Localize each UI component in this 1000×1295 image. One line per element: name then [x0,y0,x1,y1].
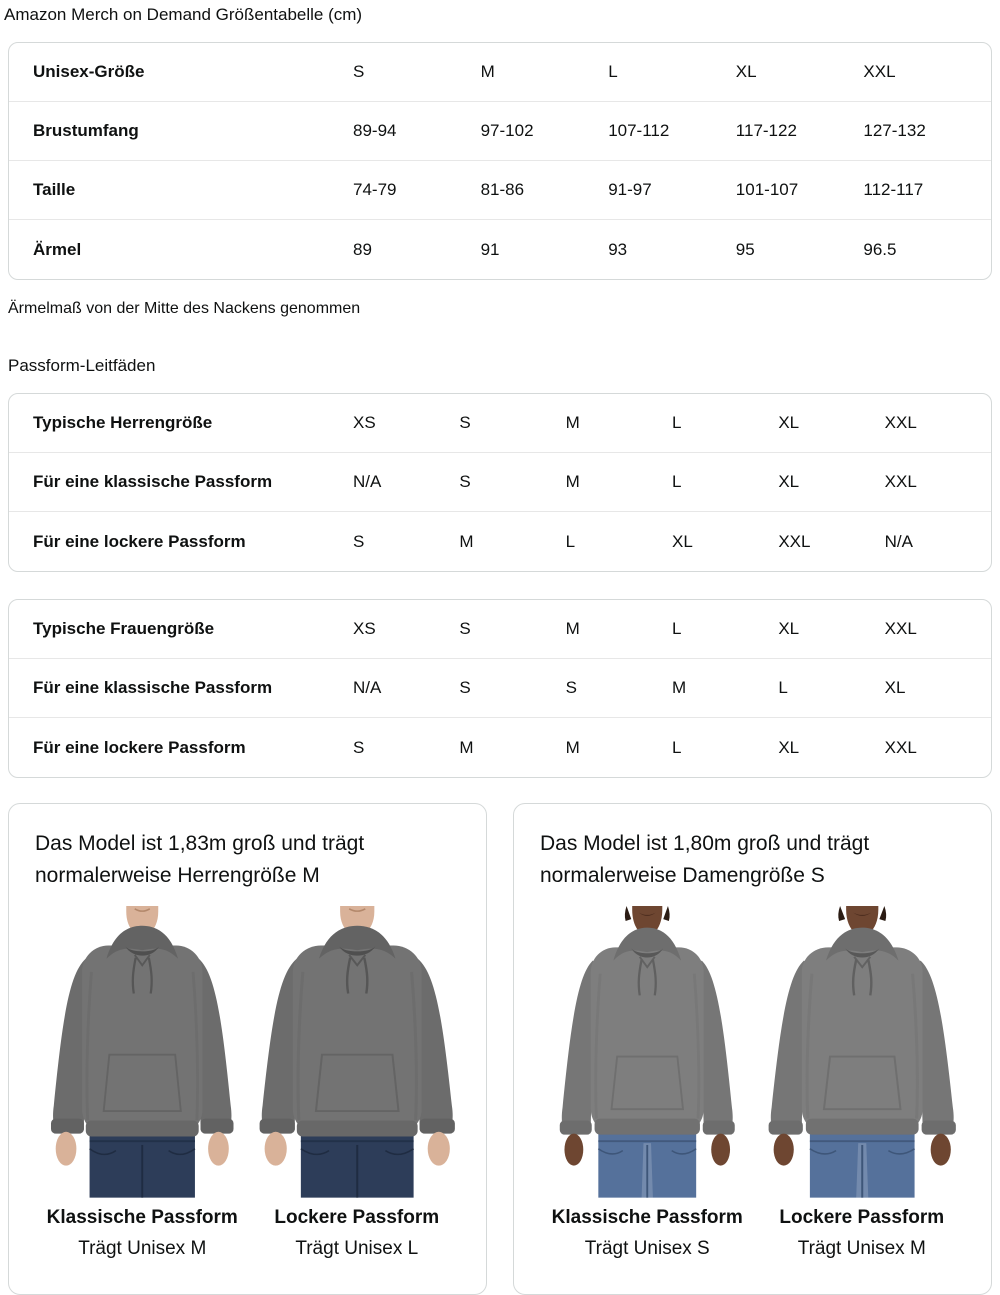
table-cell: XXL [778,531,811,551]
table-cell: S [565,678,577,697]
model-figures [35,906,464,1261]
model-photo-male-classic-fit [35,906,250,1198]
table-row [9,659,991,718]
table-cell: L [672,737,682,757]
table-cell: 96.5 [863,239,897,259]
table-cell: 112-117 [863,180,924,199]
womens-model-card [513,803,992,1295]
table-cell: 117-122 [735,121,797,140]
table-row [9,102,991,161]
table-header-row [9,43,991,102]
table-cell: 81-86 [480,180,525,199]
row-label: Für eine klassische Passform [33,472,273,491]
mens-model-card [8,803,487,1295]
table-header-row [9,600,991,659]
table-cell: 107-112 [608,121,670,140]
table-cell: XL [778,737,800,757]
fit-label: Klassische Passform [551,1206,743,1228]
worn-size-label: Trägt Unisex L [295,1237,419,1259]
worn-size-label: Trägt Unisex S [584,1237,710,1259]
row-label: Für eine lockere Passform [33,737,246,757]
model-description: Das Model ist 1,80m groß und trägt normalerweise Damengröße S [540,832,870,887]
row-label: Unisex-Größe [33,62,145,81]
row-label: Taille [33,180,76,199]
table-cell: 95 [735,239,755,259]
fit-label: Lockere Passform [779,1206,945,1228]
table-cell: 89 [353,239,372,259]
table-cell: S [459,678,471,697]
column-header: XXL [884,413,917,432]
column-header: L [672,413,682,432]
worn-size-label: Trägt Unisex M [78,1237,207,1259]
table-cell: S [353,737,365,757]
unisex-size-table [8,42,992,280]
column-header: S [459,413,471,432]
table-cell: XL [884,678,906,697]
table-cell: L [672,472,682,491]
table-cell: M [565,472,580,491]
column-header: XL [778,619,800,638]
worn-size-label: Trägt Unisex M [797,1237,926,1259]
sleeve-measure-note: Ärmelmaß von der Mitte des Nackens genommen [8,300,361,317]
table-cell: 93 [608,239,628,259]
row-label: Typische Herrengröße [33,413,213,432]
model-description: Das Model ist 1,83m groß und trägt normalerweise Herrengröße M [35,832,365,887]
column-header: XXL [863,62,896,81]
womens-fit-table [8,599,992,778]
figure-loose-fit-female [755,906,970,1261]
table-cell: S [353,531,365,551]
column-header: XS [353,619,376,638]
table-cell: L [565,531,576,551]
model-cards [8,803,992,1295]
table-cell: 74-79 [353,180,397,199]
mens-fit-table [8,393,992,572]
model-figures [540,906,969,1261]
row-label: Für eine lockere Passform [33,531,246,551]
table-cell: 91 [480,239,500,259]
table-cell: M [459,531,474,551]
table-cell: XL [672,531,693,551]
table-cell: 91-97 [608,180,652,199]
table-cell: XXL [884,472,917,491]
figure-loose-fit-male [250,906,465,1261]
column-header: M [565,619,580,638]
table-row [9,453,991,512]
column-header: XS [353,413,376,432]
page-title: Amazon Merch on Demand Größentabelle (cm) [4,5,363,24]
table-row [9,220,991,279]
table-cell: N/A [353,678,382,697]
table-cell: 97-102 [480,121,534,140]
table-header-row [9,394,991,453]
row-label: Typische Frauengröße [33,619,215,638]
table-cell: S [459,472,471,491]
table-cell: M [459,737,474,757]
model-photo-male-loose-fit [250,906,465,1198]
column-header: L [672,619,682,638]
row-label: Für eine klassische Passform [33,678,273,697]
table-cell: M [672,678,687,697]
row-label: Ärmel [33,239,82,259]
model-photo-female-classic-fit [540,906,755,1198]
column-header: L [608,62,618,81]
table-cell: XXL [884,737,917,757]
table-cell: L [778,678,788,697]
table-row [9,161,991,220]
table-cell: N/A [353,472,382,491]
column-header: XL [735,62,757,81]
table-cell: N/A [884,531,913,551]
column-header: M [565,413,580,432]
column-header: S [353,62,365,81]
figure-classic-fit-female [540,906,755,1261]
table-cell: 127-132 [863,121,926,140]
table-cell: M [565,737,580,757]
table-row [9,718,991,777]
fit-label: Lockere Passform [274,1206,440,1228]
table-cell: 101-107 [735,180,799,199]
fit-label: Klassische Passform [46,1206,238,1228]
row-label: Brustumfang [33,121,139,140]
table-row [9,512,991,571]
table-cell: XL [778,472,800,491]
figure-classic-fit-male [35,906,250,1261]
column-header: XXL [884,619,917,638]
column-header: S [459,619,471,638]
fit-guides-heading: Passform-Leitfäden [8,356,156,375]
column-header: XL [778,413,800,432]
table-cell: 89-94 [353,121,397,140]
model-photo-female-loose-fit [755,906,970,1198]
column-header: M [480,62,495,81]
